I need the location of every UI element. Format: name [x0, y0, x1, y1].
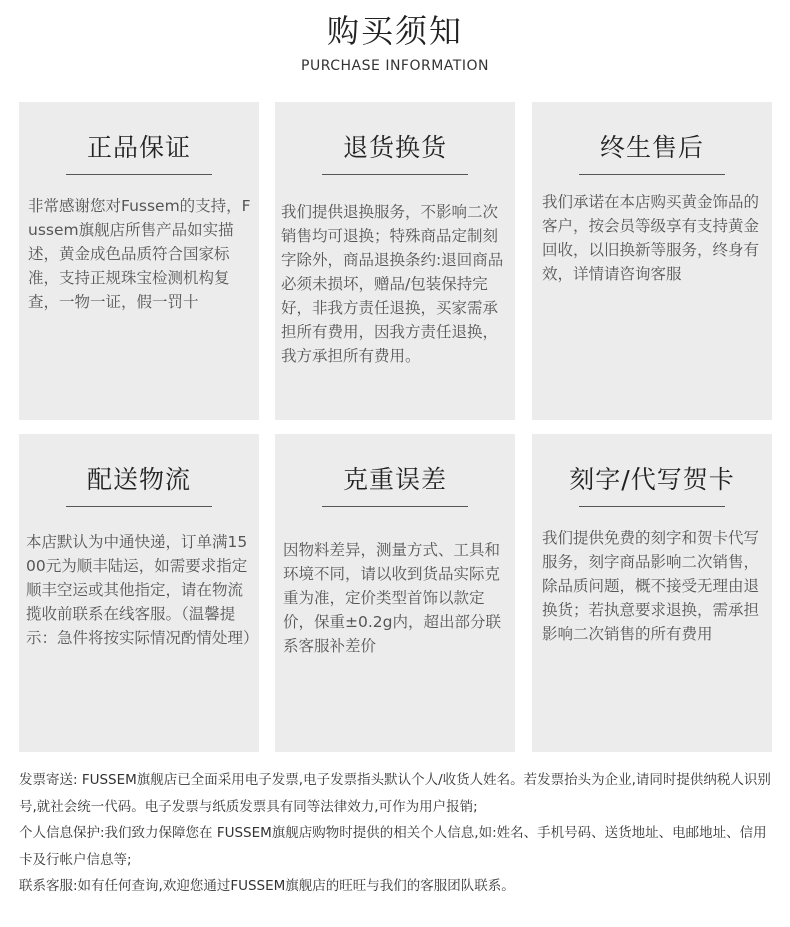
card-divider: [66, 174, 212, 175]
card-body: 本店默认为中通快递，订单满1500元为顺丰陆运，如需要求指定顺丰空运或其他指定，请在物流揽收前联系在线客服。（温馨提示：急件将按实际情况酌情处理）: [26, 533, 259, 647]
card-divider: [322, 174, 468, 175]
card-title: 终生售后: [599, 133, 704, 162]
card-shipping-logistics: [19, 434, 259, 752]
card-body: 非常感谢您对Fussem的支持，Fussem旗舰店所售产品如实描述，黄金成色品质符合国家标准，支持正规珠宝检测机构复查，一物一证，假一罚十: [28, 197, 251, 311]
card-lifetime-aftersales: [532, 102, 772, 420]
card-divider: [66, 506, 212, 507]
card-body: 我们提供退换服务，不影响二次销售均可退换；特殊商品定制刻字除外，商品退换条约:退回商品必须未损坏，赠品/包装保持完好，非我方责任退换，买家需承担所有费用，因我方责任退换，我方承担所有费用。: [281, 203, 504, 365]
page-title: 购买须知: [326, 12, 463, 50]
card-authenticity-guarantee: [19, 102, 259, 420]
card-divider: [579, 506, 725, 507]
card-title: 配送物流: [86, 465, 191, 494]
card-title: 刻字/代写贺卡: [569, 465, 735, 494]
card-divider: [322, 506, 468, 507]
card-title: 克重误差: [342, 465, 447, 494]
card-returns-exchanges: [275, 102, 515, 420]
contact-note: 联系客服:如有任何查询,欢迎您通过FUSSEM旗舰店的旺旺与我们的客服团队联系。: [19, 878, 515, 894]
footer-notes: [19, 767, 774, 900]
privacy-note: 个人信息保护:我们致力保障您在 FUSSEM旗舰店购物时提供的相关个人信息,如:姓名、手机号码、送货地址、电邮地址、信用卡及行帐户信息等;: [19, 825, 767, 868]
card-weight-tolerance: [275, 434, 515, 752]
card-divider: [579, 174, 725, 175]
card-title: 退货换货: [342, 133, 447, 162]
invoice-note: 发票寄送: FUSSEM旗舰店已全面采用电子发票,电子发票指头默认个人/收货人姓名。若发票抬头为企业,请同时提供纳税人识别号,就社会统一代码。电子发票与纸质发票具有同等法律效力,可作为用户报销;: [19, 772, 771, 815]
page-subtitle: PURCHASE INFORMATION: [301, 58, 489, 74]
card-body: 因物料差异，测量方式、工具和环境不同，请以收到货品实际克重为准，定价类型首饰以款定价，保重±0.2g内，超出部分联系客服补差价: [283, 541, 501, 655]
card-engraving-greeting-card: [532, 434, 772, 752]
card-body: 我们提供免费的刻字和贺卡代写服务，刻字商品影响二次销售，除品质问题，概不接受无理由退换货；若执意要求退换，需承担影响二次销售的所有费用: [542, 529, 760, 643]
card-body: 我们承诺在本店购买黄金饰品的客户，按会员等级享有支持黄金回收，以旧换新等服务，终身有效，详情请咨询客服: [542, 193, 760, 283]
card-title: 正品保证: [86, 133, 191, 162]
